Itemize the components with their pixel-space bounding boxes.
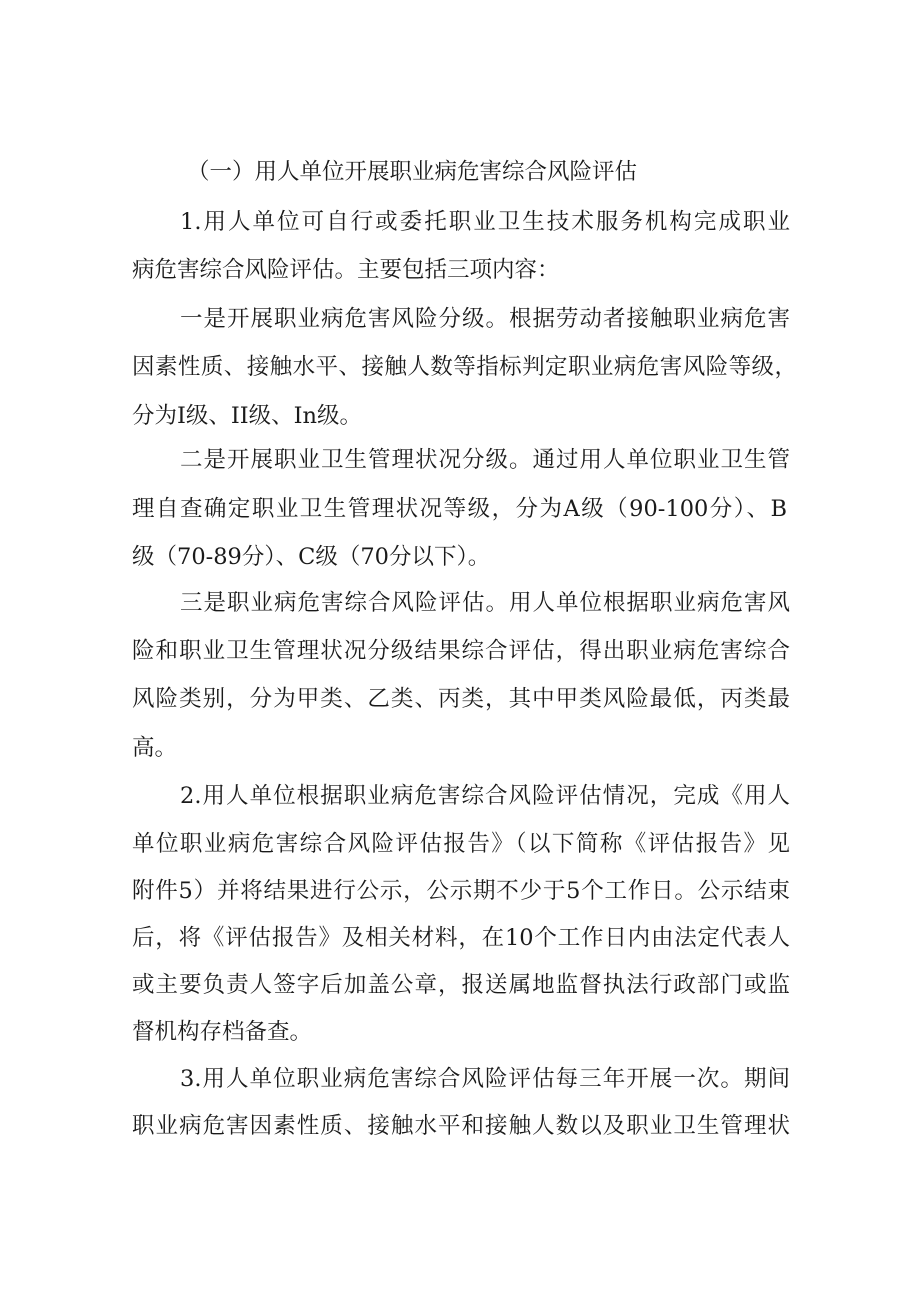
paragraph-line: 理自查确定职业卫生管理状况等级，分为A级（90-100分）、B	[132, 496, 787, 522]
paragraph-line: 督机构存档备查。	[132, 1019, 313, 1045]
paragraph-line: 三是职业病危害综合风险评估。用人单位根据职业病危害风	[180, 590, 790, 616]
paragraph-line: 3.用人单位职业病危害综合风险评估每三年开展一次。期间	[180, 1066, 790, 1092]
paragraph-line: 后，将《评估报告》及相关材料，在10个工作日内由法定代表人	[132, 925, 790, 951]
paragraph-line: 附件5）并将结果进行公示，公示期不少于5个工作日。公示结束	[132, 878, 790, 904]
paragraph-line: 单位职业病危害综合风险评估报告》（以下简称《评估报告》见	[132, 831, 790, 857]
paragraph-line: 病危害综合风险评估。主要包括三项内容：	[132, 257, 560, 283]
paragraph-line: 风险类别，分为甲类、乙类、丙类，其中甲类风险最低，丙类最	[132, 686, 790, 712]
paragraph-line: 职业病危害因素性质、接触水平和接触人数以及职业卫生管理状	[132, 1113, 790, 1139]
paragraph-line: 二是开展职业卫生管理状况分级。通过用人单位职业卫生管	[180, 447, 790, 473]
paragraph-line: 或主要负责人签字后加盖公章，报送属地监督执法行政部门或监	[132, 972, 790, 998]
paragraph-line: 分为Ⅰ级、II级、In级。	[132, 403, 363, 429]
paragraph-line: 高。	[132, 735, 178, 761]
paragraph-line: 因素性质、接触水平、接触人数等指标判定职业病危害风险等级，	[132, 354, 797, 380]
paragraph-line: 险和职业卫生管理状况分级结果综合评估，得出职业病危害综合	[132, 638, 790, 664]
paragraph-line: 一是开展职业病危害风险分级。根据劳动者接触职业病危害	[180, 306, 790, 332]
paragraph-line: 1.用人单位可自行或委托职业卫生技术服务机构完成职业	[180, 209, 790, 235]
paragraph-line: 级（70-89分）、C级（70分以下）。	[132, 544, 491, 570]
section-heading: （一）用人单位开展职业病危害综合风险评估	[187, 159, 638, 185]
paragraph-line: 2.用人单位根据职业病危害综合风险评估情况，完成《用人	[180, 783, 790, 809]
